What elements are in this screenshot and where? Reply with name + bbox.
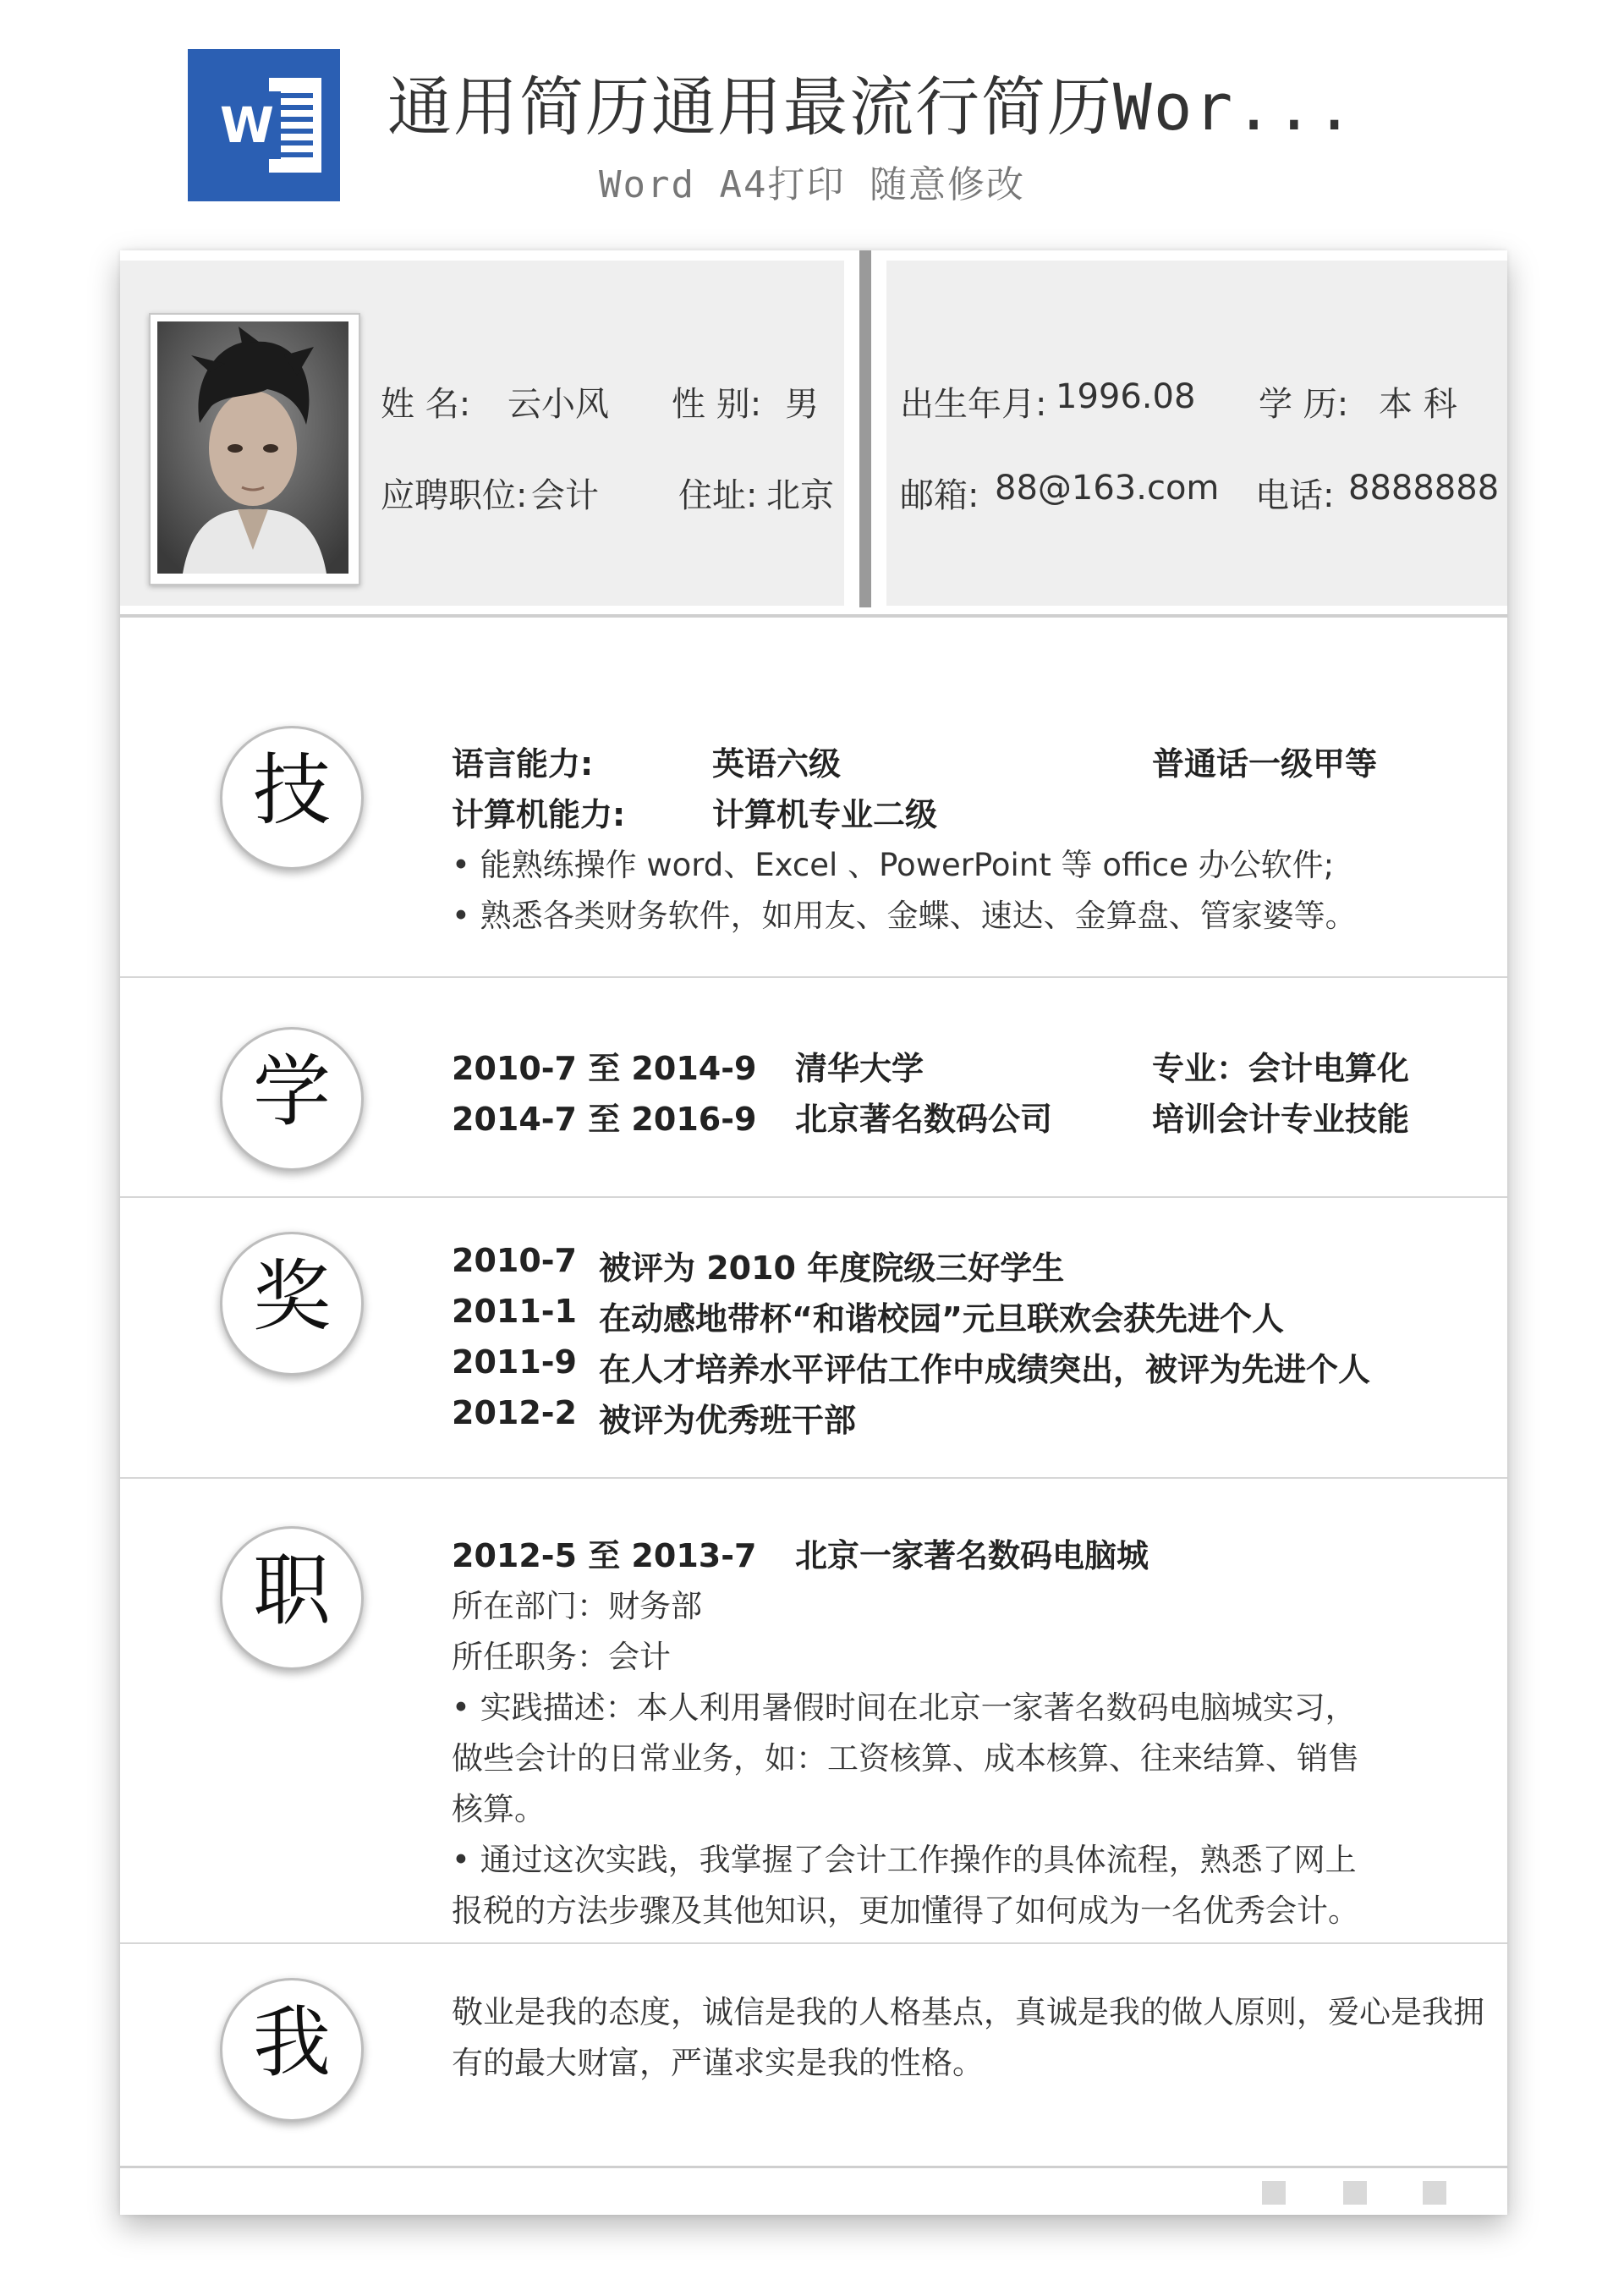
language-mandarin: 普通话一级甲等 bbox=[1152, 745, 1378, 783]
self-evaluation-line: 敬业是我的态度，诚信是我的人格基点，真诚是我的做人原则，爱心是我拥 bbox=[452, 1994, 1484, 2030]
work-role: 所任职务：会计 bbox=[452, 1639, 671, 1675]
education-org: 北京著名数码公司 bbox=[795, 1101, 1053, 1138]
work-description-line: 报税的方法步骤及其他知识，更加懂得了如何成为一名优秀会计。 bbox=[452, 1892, 1359, 1929]
award-date: 2011-9 bbox=[452, 1343, 577, 1381]
info-divider bbox=[859, 250, 871, 607]
phone-value: 8888888 bbox=[1348, 469, 1500, 508]
computer-label: 计算机能力: bbox=[452, 796, 626, 833]
name-value: 云小风 bbox=[508, 385, 609, 424]
email-label: 邮箱: bbox=[900, 476, 979, 515]
award-text: 在人才培养水平评估工作中成绩突出，被评为先进个人 bbox=[599, 1351, 1371, 1388]
work-description-line: 核算。 bbox=[452, 1791, 546, 1827]
award-date: 2012-2 bbox=[452, 1394, 577, 1431]
work-period: 2012-5 至 2013-7 bbox=[452, 1537, 757, 1574]
address-value: 北京 bbox=[766, 476, 834, 515]
award-text: 被评为优秀班干部 bbox=[599, 1402, 857, 1439]
info-bottom-rule bbox=[120, 614, 1507, 618]
name-label: 姓 名: bbox=[381, 385, 471, 424]
skill-bullet: • 熟悉各类财务软件，如用友、金蝶、速达、金算盘、管家婆等。 bbox=[452, 898, 1357, 934]
section-divider bbox=[120, 1942, 1507, 1944]
gender-label: 性 别: bbox=[672, 385, 762, 424]
section-divider bbox=[120, 1196, 1507, 1198]
education-value: 本 科 bbox=[1379, 385, 1457, 424]
word-letter: W bbox=[213, 91, 281, 159]
award-date: 2010-7 bbox=[452, 1242, 577, 1279]
email-value: 88@163.com bbox=[995, 469, 1220, 508]
resume-page bbox=[120, 250, 1507, 2215]
page-title: 通用简历通用最流行简历Wor... bbox=[387, 69, 1356, 145]
education-detail: 培训会计专业技能 bbox=[1152, 1101, 1410, 1138]
birth-label: 出生年月: bbox=[900, 385, 1047, 424]
profile-photo bbox=[149, 313, 360, 585]
language-english: 英语六级 bbox=[712, 745, 842, 783]
award-date: 2011-1 bbox=[452, 1293, 577, 1330]
position-label: 应聘职位: bbox=[381, 476, 528, 515]
phone-label: 电话: bbox=[1255, 476, 1335, 515]
education-period: 2010-7 至 2014-9 bbox=[452, 1050, 757, 1087]
skill-bullet: • 能熟练操作 word、Excel 、PowerPoint 等 office 办公软件; bbox=[452, 847, 1335, 883]
education-period: 2014-7 至 2016-9 bbox=[452, 1101, 757, 1138]
work-description-line: • 实践描述：本人利用暑假时间在北京一家著名数码电脑城实习， bbox=[452, 1689, 1357, 1726]
awards-circle-icon: 奖 bbox=[220, 1232, 364, 1376]
education-label: 学 历: bbox=[1259, 385, 1349, 424]
section-divider bbox=[120, 976, 1507, 978]
skills-circle-icon: 技 bbox=[220, 726, 364, 870]
work-description-line: • 通过这次实践，我掌握了会计工作操作的具体流程，熟悉了网上 bbox=[452, 1842, 1357, 1878]
page-dot bbox=[1343, 2181, 1367, 2205]
page-dot bbox=[1262, 2181, 1286, 2205]
computer-level: 计算机专业二级 bbox=[712, 796, 938, 833]
language-label: 语言能力: bbox=[452, 745, 594, 783]
work-company: 北京一家著名数码电脑城 bbox=[795, 1537, 1149, 1574]
birth-value: 1996.08 bbox=[1056, 377, 1196, 416]
info-panel-right bbox=[886, 261, 1507, 606]
position-value: 会计 bbox=[531, 476, 599, 515]
section-divider bbox=[120, 2166, 1507, 2168]
self-circle-icon: 我 bbox=[220, 1978, 364, 2122]
section-divider bbox=[120, 1477, 1507, 1479]
work-department: 所在部门：财务部 bbox=[452, 1588, 702, 1624]
address-label: 住址: bbox=[678, 476, 758, 515]
work-circle-icon: 职 bbox=[220, 1526, 364, 1670]
education-circle-icon: 学 bbox=[220, 1027, 364, 1171]
info-panel-left bbox=[120, 261, 844, 606]
page-dot bbox=[1423, 2181, 1446, 2205]
award-text: 在动感地带杯“和谐校园”元旦联欢会获先进个人 bbox=[599, 1300, 1284, 1338]
education-detail: 专业：会计电算化 bbox=[1152, 1050, 1410, 1087]
education-org: 清华大学 bbox=[795, 1050, 924, 1087]
award-text: 被评为 2010 年度院级三好学生 bbox=[599, 1250, 1065, 1287]
gender-value: 男 bbox=[785, 385, 819, 424]
self-evaluation-line: 有的最大财富，严谨求实是我的性格。 bbox=[452, 2045, 984, 2081]
work-description-line: 做些会计的日常业务，如：工资核算、成本核算、往来结算、销售 bbox=[452, 1740, 1359, 1777]
page-subtitle: Word A4打印 随意修改 bbox=[599, 163, 1025, 206]
